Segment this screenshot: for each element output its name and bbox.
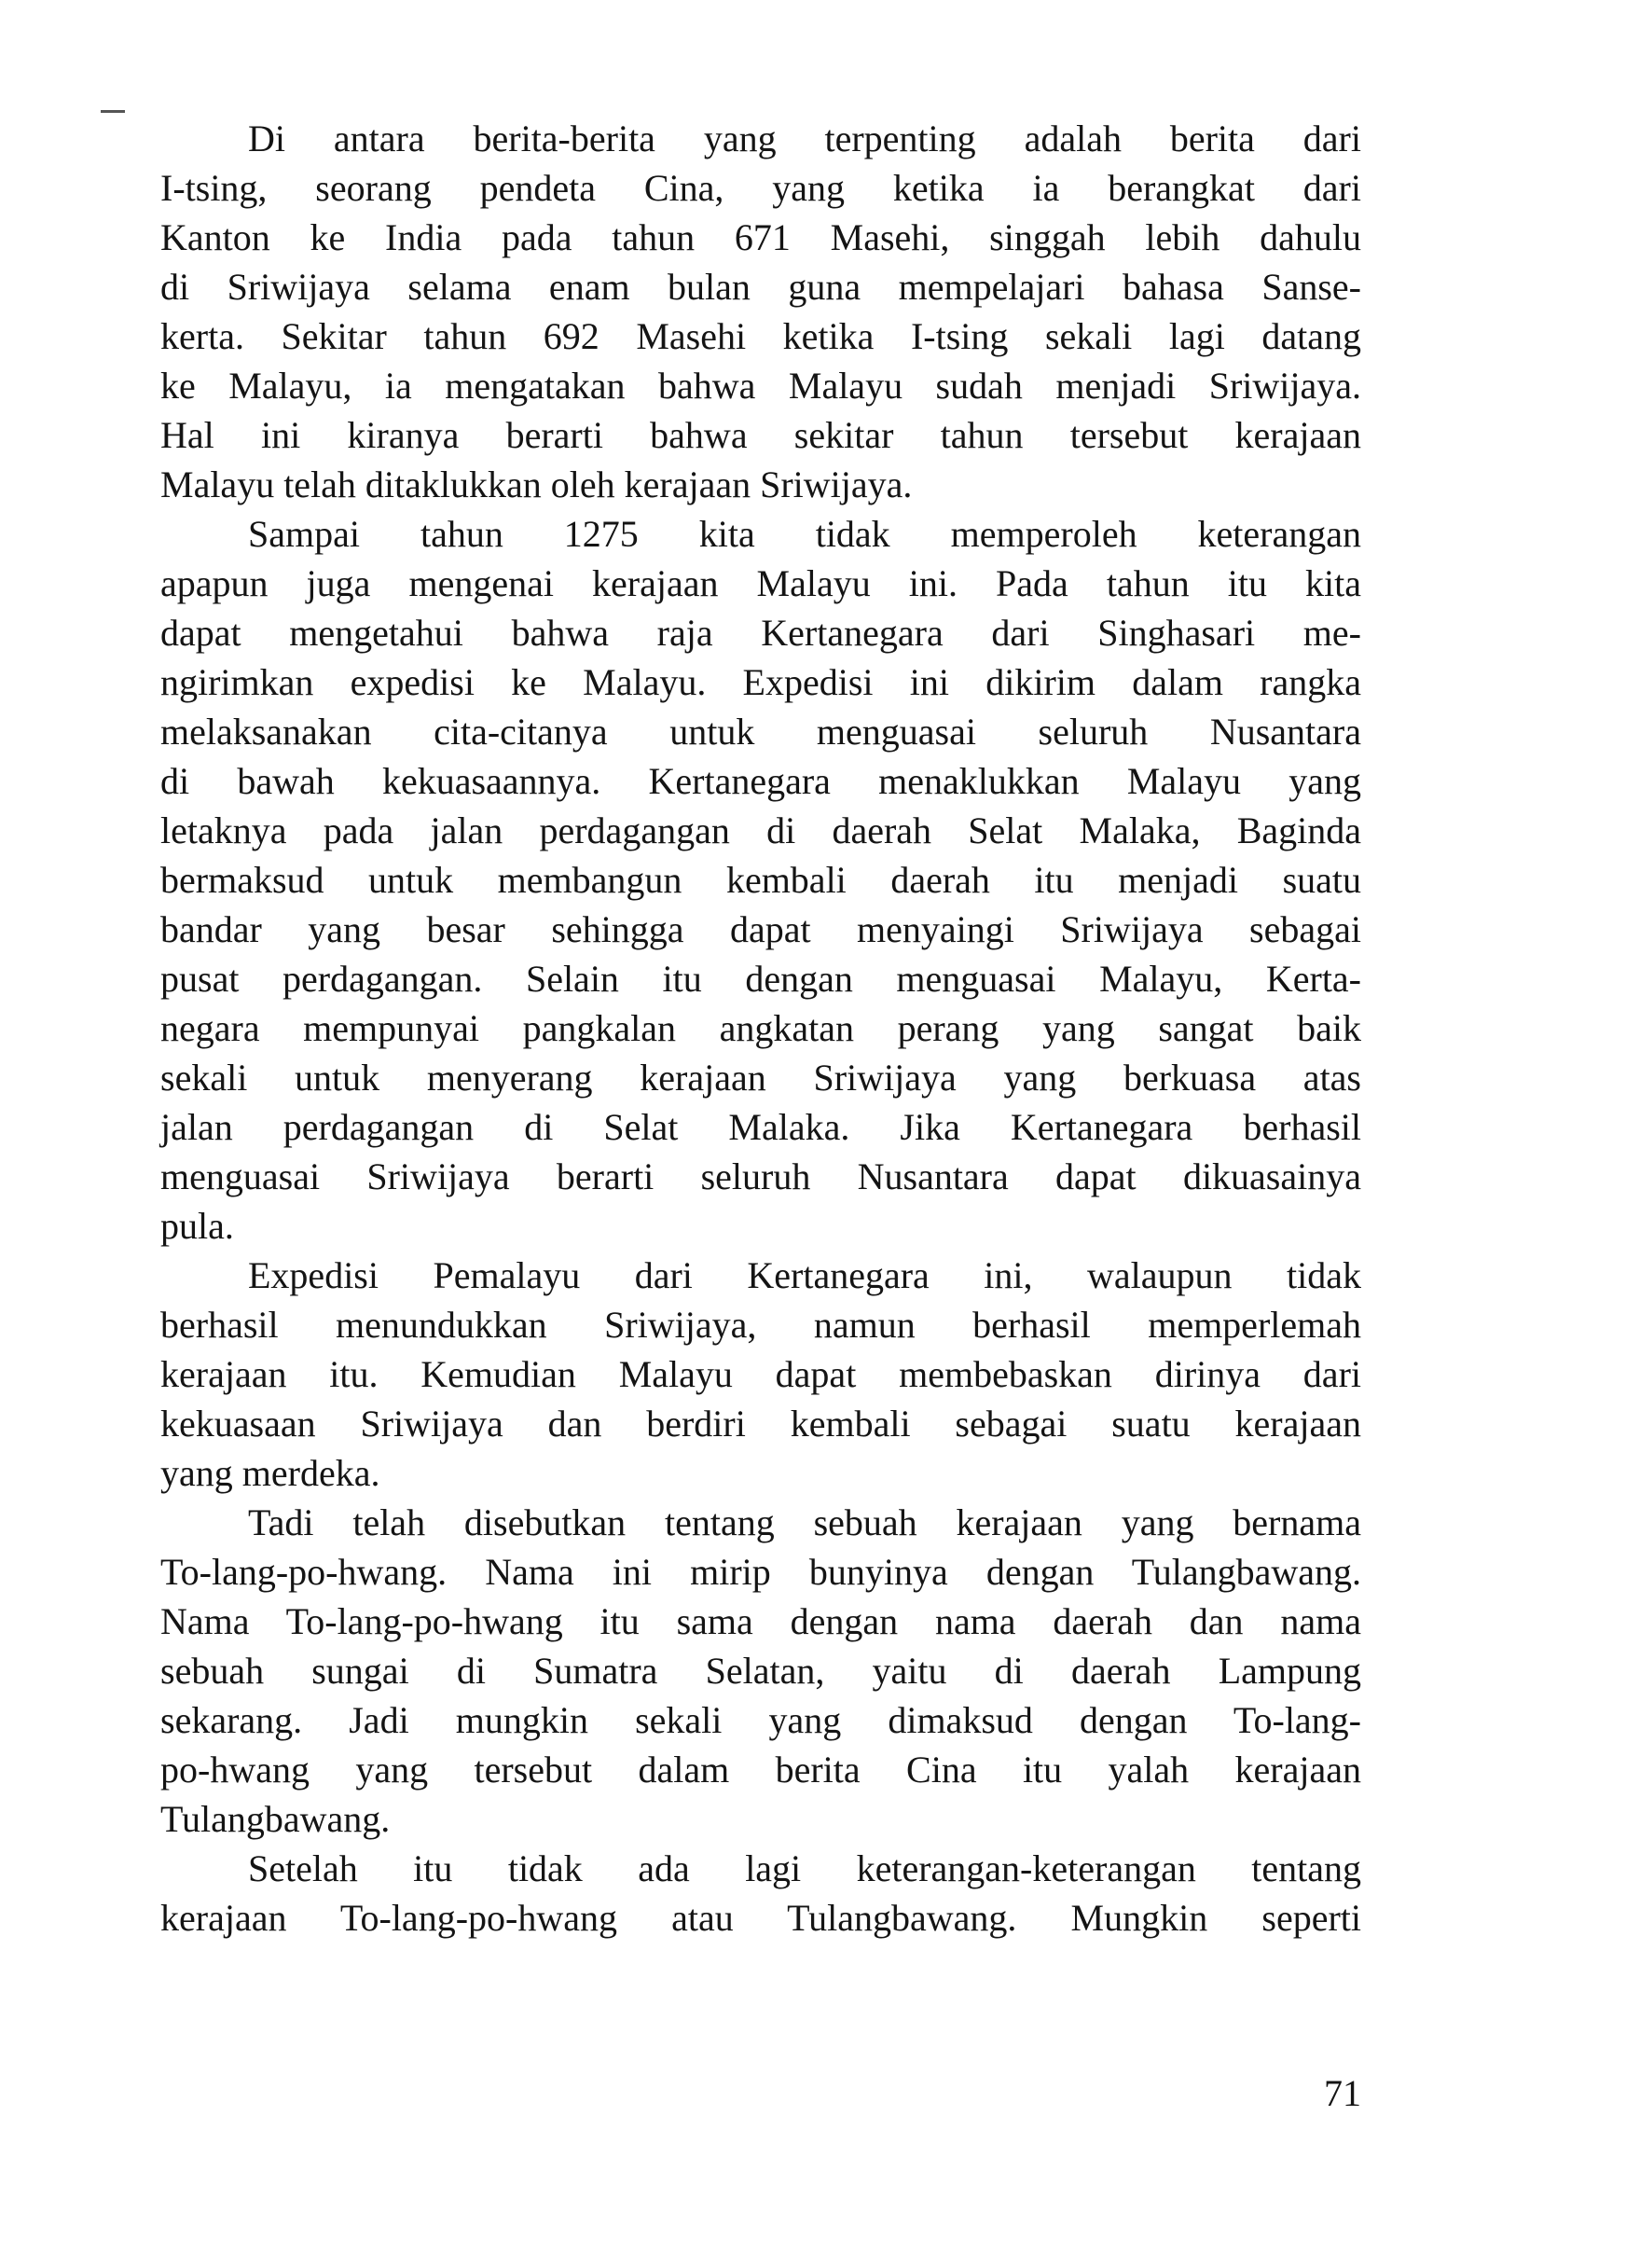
text-line: bermaksud untuk membangun kembali daerah itu menjadi suatu — [160, 859, 1361, 901]
text-line: sekali untuk menyerang kerajaan Sriwijaya yang berkuasa atas — [160, 1057, 1361, 1099]
text-line: Di antara berita-berita yang terpenting adalah berita dari — [248, 118, 1361, 159]
text-line: letaknya pada jalan perdagangan di daerah Selat Malaka, Baginda — [160, 809, 1361, 851]
text-line: dapat mengetahui bahwa raja Kertanegara dari Singhasari me- — [160, 612, 1361, 654]
text-line: menguasai Sriwijaya berarti seluruh Nusantara dapat dikuasainya — [160, 1155, 1361, 1197]
text-line: Tadi telah disebutkan tentang sebuah kerajaan yang bernama — [248, 1501, 1361, 1543]
text-line: bandar yang besar sehingga dapat menyaingi Sriwijaya sebagai — [160, 908, 1361, 950]
text-line: di Sriwijaya selama enam bulan guna mempelajari bahasa Sanse- — [160, 266, 1361, 308]
body-text — [160, 114, 1361, 1943]
text-line: Tulangbawang. — [160, 1798, 391, 1840]
paragraph-1 — [160, 114, 1361, 509]
text-line: Hal ini kiranya berarti bahwa sekitar tahun tersebut kerajaan — [160, 414, 1361, 456]
paragraph-3 — [160, 1251, 1361, 1498]
text-line: ke Malayu, ia mengatakan bahwa Malayu sudah menjadi Sriwijaya. — [160, 365, 1361, 407]
text-line: yang merdeka. — [160, 1452, 380, 1494]
text-line: ngirimkan expedisi ke Malayu. Expedisi ini dikirim dalam rangka — [160, 661, 1361, 703]
text-line: Nama To-lang-po-hwang itu sama dengan nama daerah dan nama — [160, 1600, 1361, 1642]
text-line: negara mempunyai pangkalan angkatan perang yang sangat baik — [160, 1007, 1361, 1049]
text-line: kekuasaan Sriwijaya dan berdiri kembali sebagai suatu kerajaan — [160, 1403, 1361, 1445]
page-number: 71 — [1324, 2072, 1361, 2114]
corner-dash-mark — [101, 110, 125, 113]
paragraph-4 — [160, 1498, 1361, 1844]
text-line: Malayu telah ditaklukkan oleh kerajaan Sriwijaya. — [160, 463, 913, 505]
text-line: Setelah itu tidak ada lagi keterangan-keterangan tentang — [248, 1847, 1361, 1889]
text-line: jalan perdagangan di Selat Malaka. Jika Kertanegara berhasil — [160, 1106, 1361, 1148]
text-line: po-hwang yang tersebut dalam berita Cina itu yalah kerajaan — [160, 1749, 1361, 1791]
text-line: I-tsing, seorang pendeta Cina, yang ketika ia berangkat dari — [160, 167, 1361, 209]
text-line: Sampai tahun 1275 kita tidak memperoleh keterangan — [248, 513, 1361, 555]
text-line: Kanton ke India pada tahun 671 Masehi, singgah lebih dahulu — [160, 216, 1361, 258]
text-line: berhasil menundukkan Sriwijaya, namun berhasil memperlemah — [160, 1304, 1361, 1346]
text-line: apapun juga mengenai kerajaan Malayu ini. Pada tahun itu kita — [160, 562, 1361, 604]
text-line: kerajaan To-lang-po-hwang atau Tulangbawang. Mungkin seperti — [160, 1897, 1361, 1939]
text-line: kerajaan itu. Kemudian Malayu dapat membebaskan dirinya dari — [160, 1353, 1361, 1395]
text-line: di bawah kekuasaannya. Kertanegara menaklukkan Malayu yang — [160, 760, 1361, 802]
paragraph-5 — [160, 1844, 1361, 1943]
text-line: To-lang-po-hwang. Nama ini mirip bunyinya dengan Tulangbawang. — [160, 1551, 1361, 1593]
text-line: Expedisi Pemalayu dari Kertanegara ini, walaupun tidak — [248, 1254, 1361, 1296]
text-line: pusat perdagangan. Selain itu dengan menguasai Malayu, Kerta- — [160, 958, 1361, 1000]
text-line: kerta. Sekitar tahun 692 Masehi ketika I-tsing sekali lagi datang — [160, 315, 1361, 357]
text-line: pula. — [160, 1205, 234, 1247]
paragraph-2 — [160, 509, 1361, 1251]
text-line: sebuah sungai di Sumatra Selatan, yaitu di daerah Lampung — [160, 1650, 1361, 1692]
text-line: sekarang. Jadi mungkin sekali yang dimaksud dengan To-lang- — [160, 1699, 1361, 1741]
text-line: melaksanakan cita-citanya untuk menguasai seluruh Nusantara — [160, 711, 1361, 753]
